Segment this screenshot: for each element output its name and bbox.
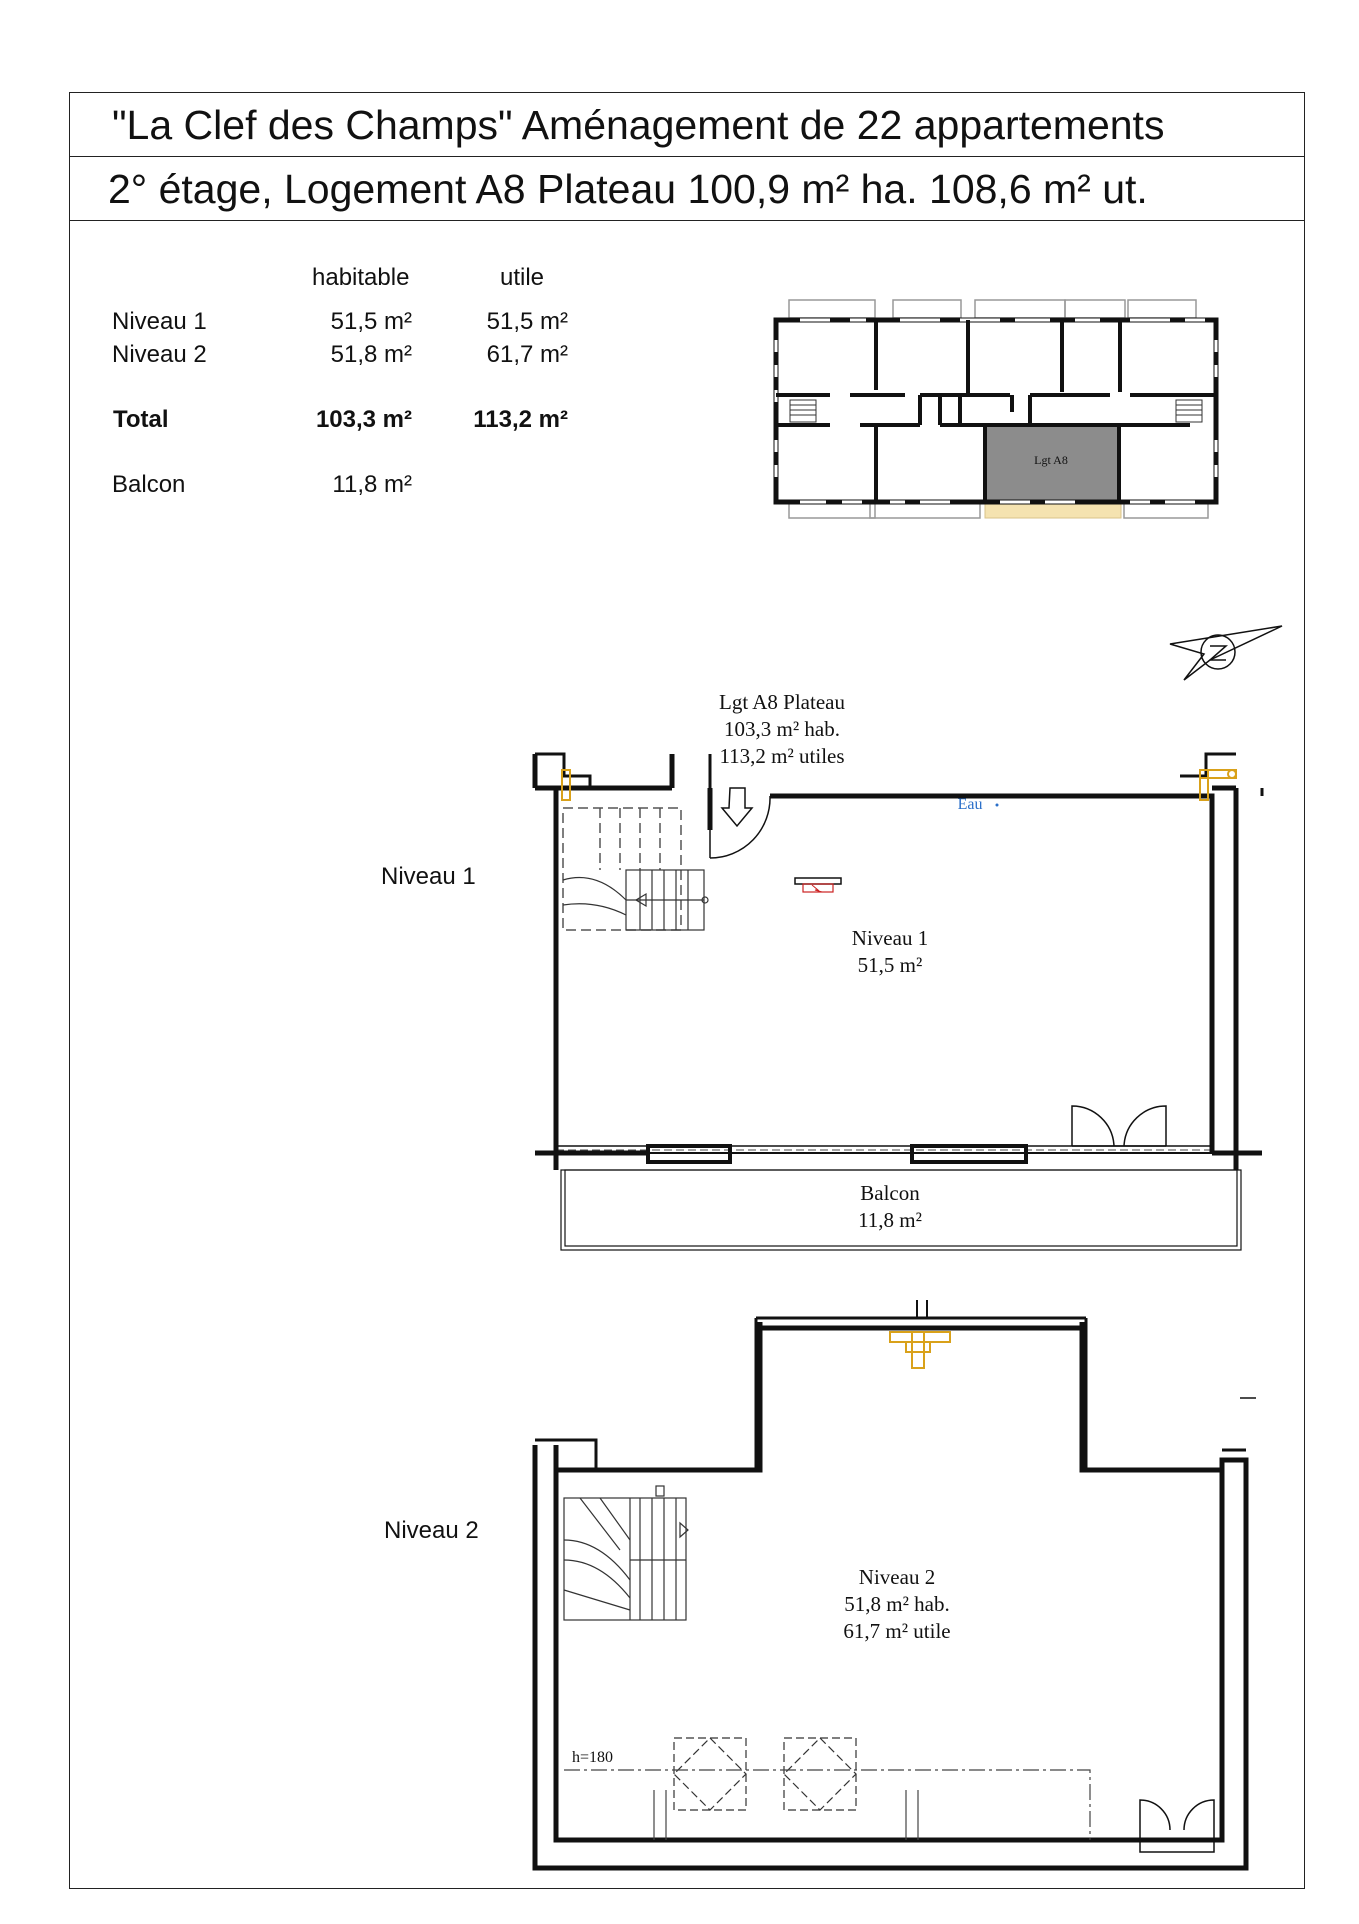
plan-niveau2 [535, 1300, 1256, 1868]
room-hab-niveau2: 51,8 m² hab. [844, 1592, 950, 1616]
unit-utiles: 113,2 m² utiles [719, 744, 845, 768]
unit-title: Lgt A8 Plateau [719, 690, 845, 714]
col-header-habitable: habitable [312, 264, 410, 291]
north-arrow-icon [1170, 626, 1282, 680]
unit-hab: 103,3 m² hab. [724, 717, 840, 741]
niveau2-side-label: Niveau 2 [384, 1517, 479, 1544]
balcon-area: 11,8 m² [858, 1208, 922, 1232]
room-utile-niveau2: 61,7 m² utile [843, 1619, 951, 1643]
room-area-niveau1: 51,5 m² [857, 953, 923, 977]
balcon-name: Balcon [860, 1181, 920, 1205]
col-header-utile: utile [500, 264, 545, 291]
plan-niveau1 [535, 690, 1262, 1250]
room-name-niveau2: Niveau 2 [858, 1565, 936, 1589]
row-hab-niveau1: 51,5 m² [330, 308, 412, 335]
water-point-icon [996, 804, 999, 807]
row-label-balcon: Balcon [112, 471, 186, 498]
row-hab-total: 103,3 m² [315, 406, 412, 433]
row-label-niveau2: Niveau 2 [112, 341, 207, 368]
electric-panel-icon [795, 878, 841, 892]
project-title: "La Clef des Champs" Aménagement de 22 appartements [112, 102, 1165, 148]
row-utile-niveau1: 51,5 m² [486, 308, 568, 335]
row-utile-niveau2: 61,7 m² [486, 341, 568, 368]
row-utile-total: 113,2 m² [473, 406, 568, 433]
row-label-niveau1: Niveau 1 [112, 308, 207, 335]
row-hab-balcon: 11,8 m² [332, 471, 412, 498]
room-name-niveau1: Niveau 1 [851, 926, 929, 950]
row-label-total: Total [113, 406, 169, 433]
duct-icon [890, 1332, 950, 1368]
key-plan [776, 300, 1216, 518]
unit-subtitle: 2° étage, Logement A8 Plateau 100,9 m² ha. 108,6 m² ut. [108, 166, 1148, 212]
height-note: h=180 [572, 1749, 614, 1766]
skylight-icon [674, 1738, 856, 1810]
row-hab-niveau2: 51,8 m² [330, 341, 412, 368]
key-plan-unit-label: Lgt A8 [1034, 453, 1068, 467]
niveau1-side-label: Niveau 1 [381, 863, 476, 890]
water-label: Eau [957, 796, 983, 813]
